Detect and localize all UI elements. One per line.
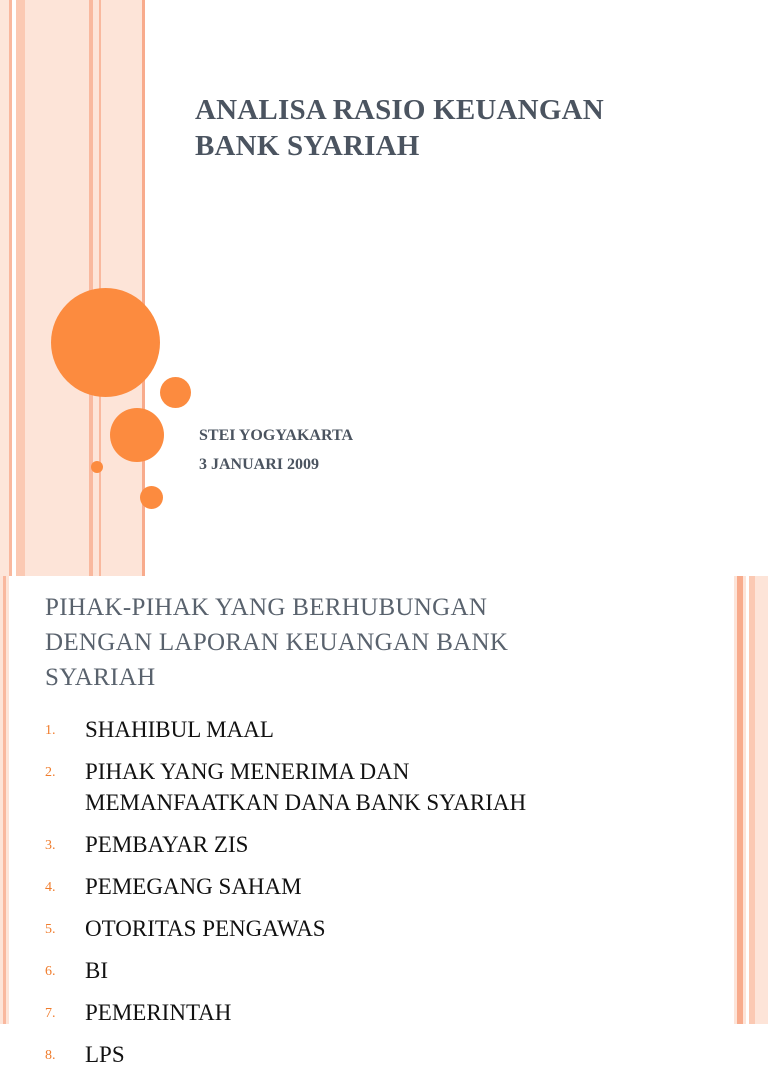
list-item-line: PEMERINTAH: [85, 1000, 232, 1025]
slide-title: [195, 92, 715, 164]
list-item-number: 5.: [45, 922, 56, 937]
slide-title-line: BANK SYARIAH: [195, 130, 420, 162]
list-item-text: [85, 913, 720, 944]
slide-heading-line: SYARIAH: [45, 664, 156, 691]
list-item-line: PEMBAYAR ZIS: [85, 832, 249, 857]
decorative-circle-small: [140, 486, 163, 509]
list-item-number: 1.: [45, 723, 56, 738]
list-item-text: [85, 955, 720, 986]
decorative-circle-medium: [110, 408, 164, 462]
list-item-line: LPS: [85, 1042, 125, 1067]
list-item: [0, 997, 720, 1028]
list-item-number: 6.: [45, 964, 56, 979]
slide-heading: [45, 590, 645, 695]
decorative-stripe: [0, 0, 9, 576]
list-item-number: 8.: [45, 1048, 56, 1063]
decorative-stripe: [25, 0, 89, 576]
list-item-line: PEMEGANG SAHAM: [85, 874, 302, 899]
list-item-text: [85, 714, 720, 745]
list-item-line: MEMANFAATKAN DANA BANK SYARIAH: [85, 790, 527, 815]
slide-heading-line: PIHAK-PIHAK YANG BERHUBUNGAN: [45, 594, 488, 621]
list-item-line: OTORITAS PENGAWAS: [85, 916, 326, 941]
decorative-circle-small: [160, 377, 191, 408]
list-item: [0, 829, 720, 860]
list-item: [0, 1039, 720, 1070]
list-item-number: 3.: [45, 838, 56, 853]
content-slide: [0, 576, 768, 1067]
slide-heading-line: DENGAN LAPORAN KEUANGAN BANK: [45, 629, 509, 656]
institution-name: STEI YOGYAKARTA: [199, 427, 353, 444]
slide-title-line: ANALISA RASIO KEUANGAN: [195, 94, 604, 126]
list-item: [0, 955, 720, 986]
list-item-line: BI: [85, 958, 108, 983]
decorative-stripe: [755, 576, 768, 1024]
list-item-text: [85, 829, 720, 860]
decorative-stripe: [16, 0, 25, 576]
decorative-circle-tiny: [91, 461, 103, 473]
presentation-date: 3 JANUARI 2009: [199, 456, 319, 473]
list-item-text: [85, 871, 720, 902]
stakeholder-list: [0, 714, 720, 1081]
list-item-text: [85, 997, 720, 1028]
list-item-line: SHAHIBUL MAAL: [85, 717, 274, 742]
list-item: [0, 871, 720, 902]
list-item: [0, 756, 720, 818]
list-item-text: [85, 1039, 720, 1070]
list-item-number: 2.: [45, 765, 56, 780]
list-item-text: [85, 756, 720, 818]
list-item-number: 4.: [45, 880, 56, 895]
list-item: [0, 913, 720, 944]
decorative-circle-large: [51, 288, 160, 397]
list-item-number: 7.: [45, 1006, 56, 1021]
list-item: [0, 714, 720, 745]
list-item-line: PIHAK YANG MENERIMA DAN: [85, 759, 410, 784]
